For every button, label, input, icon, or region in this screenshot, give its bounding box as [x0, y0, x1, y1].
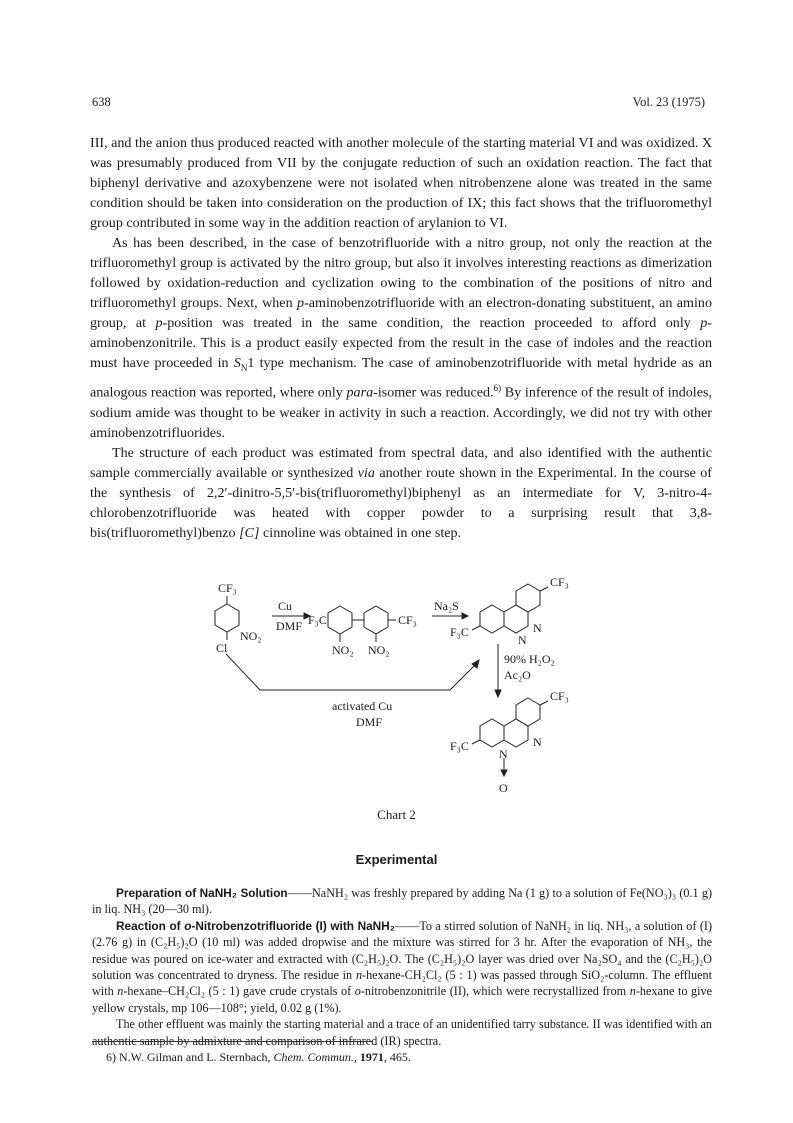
arrow-activated-cu: [226, 654, 450, 690]
label-dmf: DMF: [276, 619, 303, 633]
label-n-product-2: N: [518, 633, 527, 647]
label-activated-cu: activated Cu: [332, 699, 393, 713]
label-ac2o: Ac₂O: [504, 668, 531, 682]
paragraph-2: As has been described, in the case of benzotrifluoride with a nitro group, not only the reaction at the trifluoromethyl group is activated by the nitro group, but also it involves interesting reactions as dimerization followed by oxidation-reduction and cyclization owing to the combination of the positions of nitro and trifluoromethyl groups. Next, when p-aminobenzotrifluoride with an electron-donating substituent, an amino group, at p-position was treated in the same condition, the reaction proceeded to afford only p-aminobenzonitrile. This is a product easily expected from the result in the case of indoles and the reaction must have proceeded in $S_N1$ type mechanism. The case of aminobenzotrifluoride with metal hydride as an analogous reaction was reported, where only para-isomer was reduced.$^{6)}$ By inference of the result of indoles, sodium amide was thought to be weaker in activity in such a reaction. Accordingly, we did not try with other aminobenzotrifluorides.: [90, 235, 712, 441]
volume-info: Vol. 23 (1975): [632, 95, 705, 109]
footnote-rule: [92, 1041, 372, 1042]
label-cf3-biphenyl: CF₃: [398, 613, 417, 627]
benzene-ring-biphenyl-right: [364, 606, 388, 634]
cinnoline-ring-oxide: [504, 719, 528, 747]
label-h2o2: 90% H₂O₂: [504, 652, 555, 666]
running-header: [92, 95, 705, 111]
section-heading-experimental: Experimental: [355, 852, 438, 867]
label-cl-start: Cl: [216, 641, 228, 655]
label-no2-left: NO₂: [332, 643, 354, 657]
chart-caption: Chart 2: [377, 807, 416, 822]
label-no2-start: NO₂: [240, 629, 262, 643]
page-number: 638: [92, 95, 111, 109]
label-f3c-product: F₃C: [450, 625, 469, 639]
label-cu: Cu: [278, 599, 293, 613]
reaction-scheme-svg: [200, 572, 620, 802]
experimental-paragraph-2: Reaction of o-Nitrobenzotrifluoride (I) with NaNH₂——To a stirred solution of NaNH₂ in liq. NH₃, a solution of (I) (2.76 g) in (C₂H₅)₂O (10 ml) was added dropwise and the mixture was stirred for 3 hr. After the evaporation of NH₃, the residue was poured on ice-water and extracted with (C₂H₅)₂O. The (C₂H₅)₂O layer was dried over Na₂SO₄ and the (C₂H₅)₂O solution was concentrated to dryness. The residue in n-hexane-CH₂Cl₂ (5 : 1) was passed through SiO₂-column. The effluent with n-hexane–CH₂Cl₂ (5 : 1) gave crude crystals of o-nitrobenzonitrile (II), which were recrystallized from n-hexane to give yellow crystals, mp 106—108°; yield, 0.02 g (1%).: [92, 918, 713, 1015]
label-n-product-1: N: [533, 621, 542, 635]
label-dmf-2: DMF: [356, 715, 383, 729]
benzene-ring-biphenyl-left: [328, 606, 352, 634]
main-text: [90, 133, 712, 543]
label-na2s: Na₂S: [434, 599, 459, 613]
paragraph-3: The structure of each product was estimated from spectral data, and also identified with the authentic sample commercially available or synthesized via another route shown in the Experimental. In the course of the synthesis of 2,2′-dinitro-5,5′-bis(trifluoromethyl)biphenyl as an intermediate for V, 3-nitro-4-chlorobenzotrifluoride was heated with copper powder to a surprising result that 3,8-bis(trifluoromethyl)benzo [C] cinnoline was obtained in one step.: [90, 444, 712, 541]
experimental-text: [92, 885, 712, 1049]
reaction-scheme: [200, 572, 620, 802]
benzene-ring-product-top: [516, 584, 540, 612]
label-cf3-product: CF₃: [550, 575, 569, 589]
label-no2-right: NO₂: [368, 643, 390, 657]
benzene-ring-oxide-top: [516, 698, 540, 726]
reference-marker: 6): [493, 382, 502, 393]
label-n-oxide-2: N: [499, 747, 508, 761]
label-o-oxide: O: [499, 781, 508, 795]
benzene-ring-product-bottom: [480, 605, 504, 633]
label-f3c-oxide: F₃C: [450, 739, 469, 753]
label-cf3-start: CF₃: [218, 581, 237, 595]
label-f3c-biphenyl: F₃C: [308, 613, 327, 627]
experimental-paragraph-3: The other effluent was mainly the starting material and a trace of an unidentified tarry substance. II was identified with an authentic sample by admixture and comparison of infrared (IR) spectra.: [92, 1017, 712, 1048]
cinnoline-ring-product: [504, 605, 528, 633]
benzene-ring-oxide-bottom: [480, 719, 504, 747]
label-n-oxide-1: N: [533, 735, 542, 749]
paragraph-1: III, and the anion thus produced reacted with another molecule of the starting material VI and was oxidized. X was presumably produced from VII by the conjugate reduction of such an oxidation reaction. The fact that biphenyl derivative and azoxybenzene were not isolated when nitrobenzene alone was treated in the same condition should be taken into consideration on the production of IX; this fact shows that the trifluoromethyl group contributed in some way in the addition reaction of arylanion to VI.: [90, 135, 713, 231]
experimental-paragraph-1: Preparation of NaNH₂ Solution——NaNH₂ was freshly prepared by adding Na (1 g) to a solution of Fe(NO₃)₃ (0.1 g) in liq. NH₃ (20—30 ml).: [92, 886, 713, 917]
benzene-ring-start: [215, 604, 239, 632]
label-cf3-oxide: CF₃: [550, 689, 569, 703]
footnote: 6) N.W. Gilman and L. Sternbach, Chem. Commun., 1971, 465.: [106, 1050, 411, 1064]
